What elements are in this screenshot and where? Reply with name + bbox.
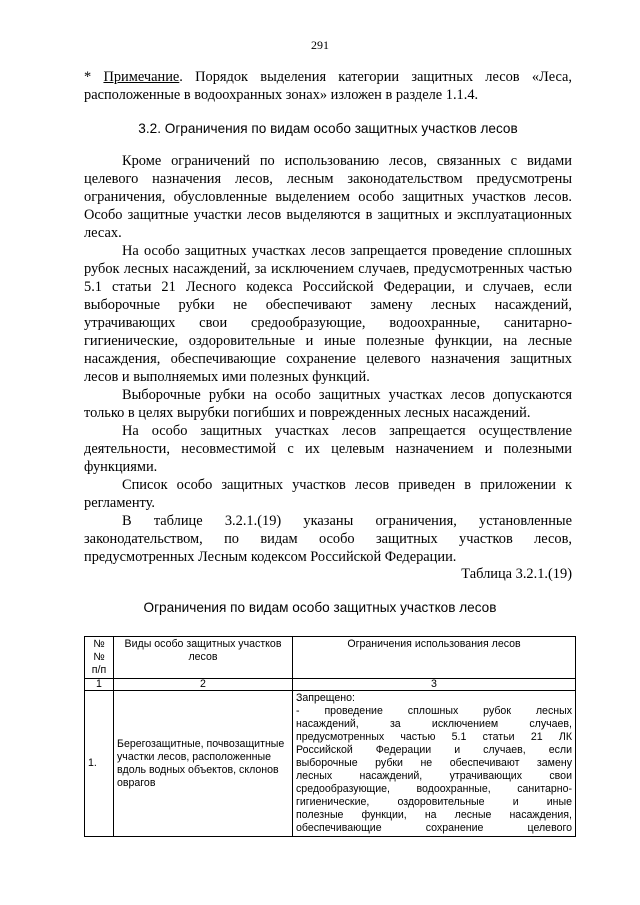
header-restrictions: Ограничения использования лесов <box>293 637 576 679</box>
row-type: Берегозащитные, почвозащитные участки лесов, расположенные вдоль водных объектов, склонов оврагов <box>114 691 293 837</box>
paragraph: Список особо защитных участков лесов приведен в приложении к регламенту. <box>84 477 572 511</box>
section-heading: 3.2. Ограничения по видам особо защитных участков лесов <box>138 121 518 136</box>
restriction-line: выборочные рубки не обеспечивают замену <box>296 757 572 769</box>
note <box>84 68 572 104</box>
header-type: Виды особо защитных участков лесов <box>114 637 293 679</box>
paragraph: На особо защитных участках лесов запрещается проведение сплошных рубок лесных насаждений, за исключением случаев, предусмотренных частью 5.1 статьи 21 Лесного кодекса Российской Федерации, и случаев, если выборочные рубки не обеспечивают замену лесных насаждений, утрачивающих свои средообразующие, водоохранные, санитарно-гигиенические, оздоровительные и иные полезные функции, на лесные насаждения, обеспечивающие сохранение целевого назначения защитных лесов и выполняемых ими полезных функций. <box>84 243 572 385</box>
row-restrictions <box>293 691 576 837</box>
page-number: 291 <box>311 38 329 52</box>
note-label: Примечание <box>103 69 180 85</box>
restriction-line: лесных насаждений, утрачивающих свои <box>296 770 572 782</box>
body-text <box>84 152 572 566</box>
restriction-line: предусмотренных частью 5.1 статьи 21 ЛК <box>296 731 572 743</box>
row-num: 1. <box>85 691 114 837</box>
restrictions-table <box>84 636 576 837</box>
paragraph: Выборочные рубки на особо защитных участках лесов допускаются только в целях вырубки погибших и поврежденных лесных насаждений. <box>84 387 572 421</box>
restriction-line: - проведение сплошных рубок лесных <box>296 705 572 717</box>
table-header-row <box>85 637 576 679</box>
restriction-line: обеспечивающие сохранение целевого <box>296 822 572 834</box>
restriction-line: полезные функции, на лесные насаждения, <box>296 809 572 821</box>
table-row <box>85 691 576 837</box>
restriction-line: средообразующие, водоохранные, санитарно- <box>296 783 572 795</box>
paragraph: В таблице 3.2.1.(19) указаны ограничения, установленные законодательством, по видам особо защитных участков лесов, предусмотренных Лесным кодексом Российской Федерации. <box>84 513 572 565</box>
note-star: * <box>84 69 104 85</box>
restriction-line: Российской Федерации и случаев, если <box>296 744 572 756</box>
note-text: . Порядок выделения категории защитных лесов «Леса, расположенные в водоохранных зонах» изложен в разделе 1.1.4. <box>84 69 573 103</box>
column-number: 2 <box>114 679 293 691</box>
restriction-line: Запрещено: <box>296 692 355 704</box>
column-numbers-row <box>85 679 576 691</box>
paragraph: На особо защитных участках лесов запрещается осуществление деятельности, несовместимой с их целевым назначением и полезными функциями. <box>84 423 572 475</box>
column-number: 1 <box>85 679 114 691</box>
column-number: 3 <box>293 679 576 691</box>
restriction-line: насаждений, за исключением случаев, <box>296 718 572 730</box>
restriction-line: гигиенические, оздоровительные и иные <box>296 796 572 808</box>
paragraph: Кроме ограничений по использованию лесов, связанных с видами целевого назначения лесов, лесным законодательством предусмотрены ограничения, обусловленные выделением особо защитных участков лесов. Особо защитные участки лесов выделяются в защитных и эксплуатационных лесах. <box>84 153 572 241</box>
table-caption: Ограничения по видам особо защитных участков лесов <box>143 600 497 615</box>
header-num: №№ п/п <box>85 637 114 679</box>
table-label: Таблица 3.2.1.(19) <box>461 566 572 582</box>
